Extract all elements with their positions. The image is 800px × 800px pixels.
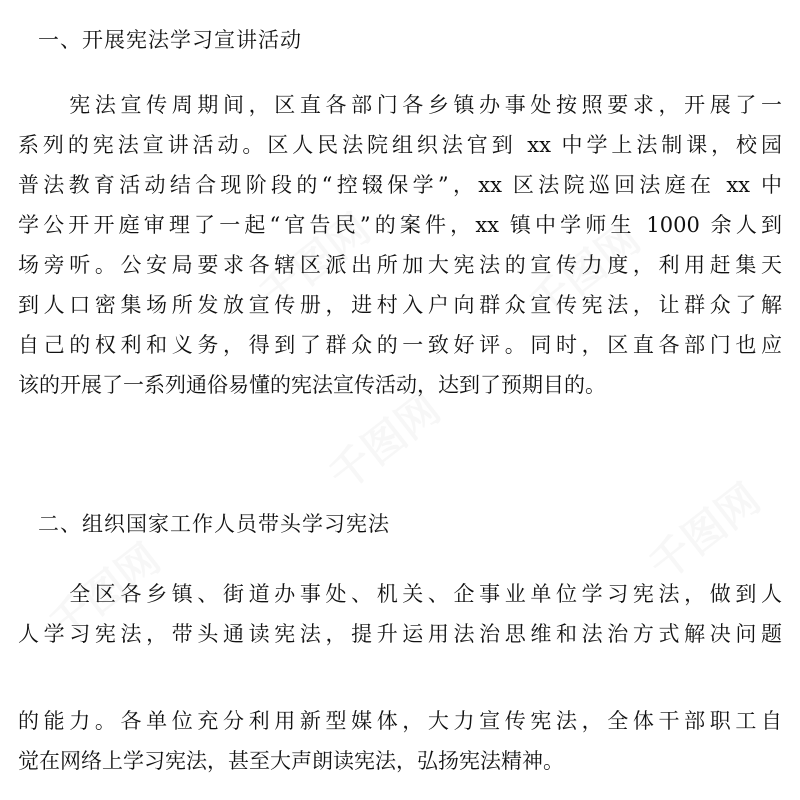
section-heading-2: 二、组织国家工作人员带头学习宪法 xyxy=(38,512,390,536)
paragraph-line: 觉在网络上学习宪法，甚至大声朗读宪法，弘扬宪法精神。 xyxy=(18,749,564,773)
watermark: 千图网 xyxy=(249,203,380,321)
section-2-paragraph-part-a xyxy=(18,574,782,654)
paragraph-line: 宪法宣传周期间，区直各部门各乡镇办事处按照要求，开展了一 xyxy=(18,93,782,117)
section-heading-1: 一、开展宪法学习宣讲活动 xyxy=(38,28,302,52)
paragraph-line: 的能力。各单位充分利用新型媒体，大力宣传宪法，全体干部职工自 xyxy=(18,709,782,733)
section-2-paragraph-part-b xyxy=(18,701,782,781)
paragraph-line: 全区各乡镇、街道办事处、机关、企事业单位学习宪法，做到人 xyxy=(18,582,782,606)
paragraph-line: 自己的权利和义务，得到了群众的一致好评。同时，区直各部门也应 xyxy=(18,333,782,357)
paragraph-line: 该的开展了一系列通俗易懂的宪法宣传活动，达到了预期目的。 xyxy=(18,373,606,397)
watermark: 千图网 xyxy=(319,383,450,501)
paragraph-line: 学公开开庭审理了一起“官告民”的案件，xx 镇中学师生 1000 余人到 xyxy=(18,213,782,237)
paragraph-line: 到人口密集场所发放宣传册，进村入户向群众宣传宪法，让群众了解 xyxy=(18,293,782,317)
paragraph-line: 系列的宪法宣讲活动。区人民法院组织法官到 xx 中学上法制课，校园 xyxy=(18,133,782,157)
watermark: 千图网 xyxy=(519,213,650,331)
section-1-paragraph xyxy=(18,85,782,405)
watermark: 千图网 xyxy=(639,473,770,591)
paragraph-line: 普法教育活动结合现阶段的“控辍保学”，xx 区法院巡回法庭在 xx 中 xyxy=(18,173,782,197)
paragraph-line: 场旁听。公安局要求各辖区派出所加大宪法的宣传力度，利用赶集天 xyxy=(18,253,782,277)
paragraph-line: 人学习宪法，带头通读宪法，提升运用法治思维和法治方式解决问题 xyxy=(18,622,782,646)
watermark: 千图网 xyxy=(39,533,170,651)
